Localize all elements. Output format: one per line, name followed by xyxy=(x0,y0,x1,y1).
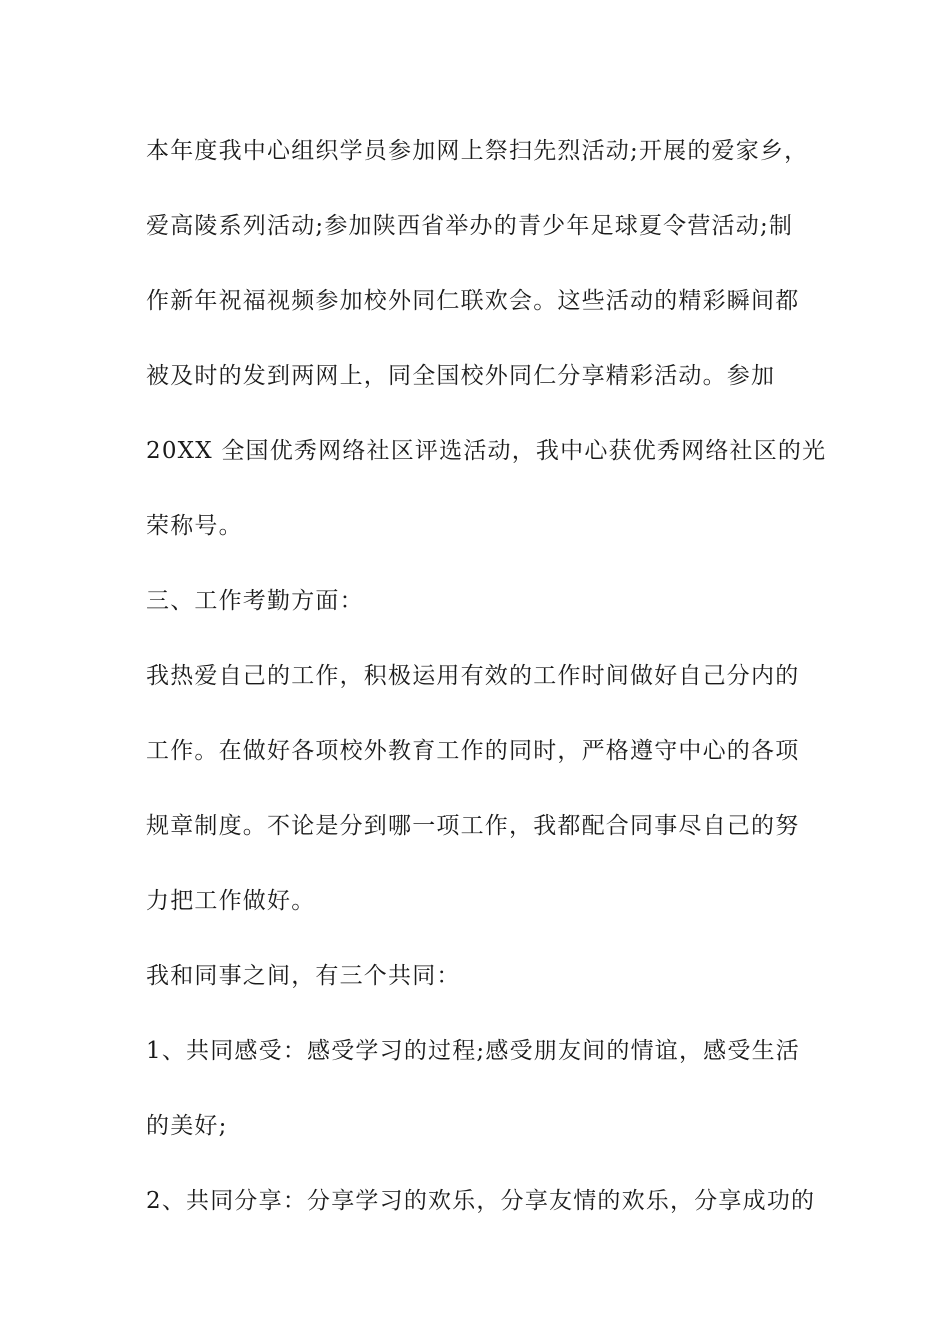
text-line: 我和同事之间，有三个共同： xyxy=(146,963,461,989)
text-line: 的美好; xyxy=(146,1113,228,1139)
list-item: 1、共同感受：感受学习的过程;感受朋友间的情谊，感受生活 xyxy=(146,1038,800,1064)
text-line: 被及时的发到两网上，同全国校外同仁分享精彩活动。参加 xyxy=(146,363,776,389)
text-line: 荣称号。 xyxy=(146,513,243,539)
body-text xyxy=(146,114,827,1239)
text-line: 作新年祝福视频参加校外同仁联欢会。这些活动的精彩瞬间都 xyxy=(146,288,800,314)
section-heading: 三、工作考勤方面： xyxy=(146,588,364,614)
list-item: 2、共同分享：分享学习的欢乐，分享友情的欢乐，分享成功的 xyxy=(146,1188,816,1214)
text-line: 我热爱自己的工作，积极运用有效的工作时间做好自己分内的 xyxy=(146,663,800,689)
text-line: 工作。在做好各项校外教育工作的同时，严格遵守中心的各项 xyxy=(146,738,800,764)
text-line: 力把工作做好。 xyxy=(146,888,316,914)
text-line: 规章制度。不论是分到哪一项工作，我都配合同事尽自己的努 xyxy=(146,813,800,839)
text-line: 本年度我中心组织学员参加网上祭扫先烈活动;开展的爱家乡， xyxy=(146,138,809,164)
text-line: 20XX 全国优秀网络社区评选活动，我中心获优秀网络社区的光 xyxy=(146,438,827,464)
text-line: 爱高陵系列活动;参加陕西省举办的青少年足球夏令营活动;制 xyxy=(146,213,794,239)
